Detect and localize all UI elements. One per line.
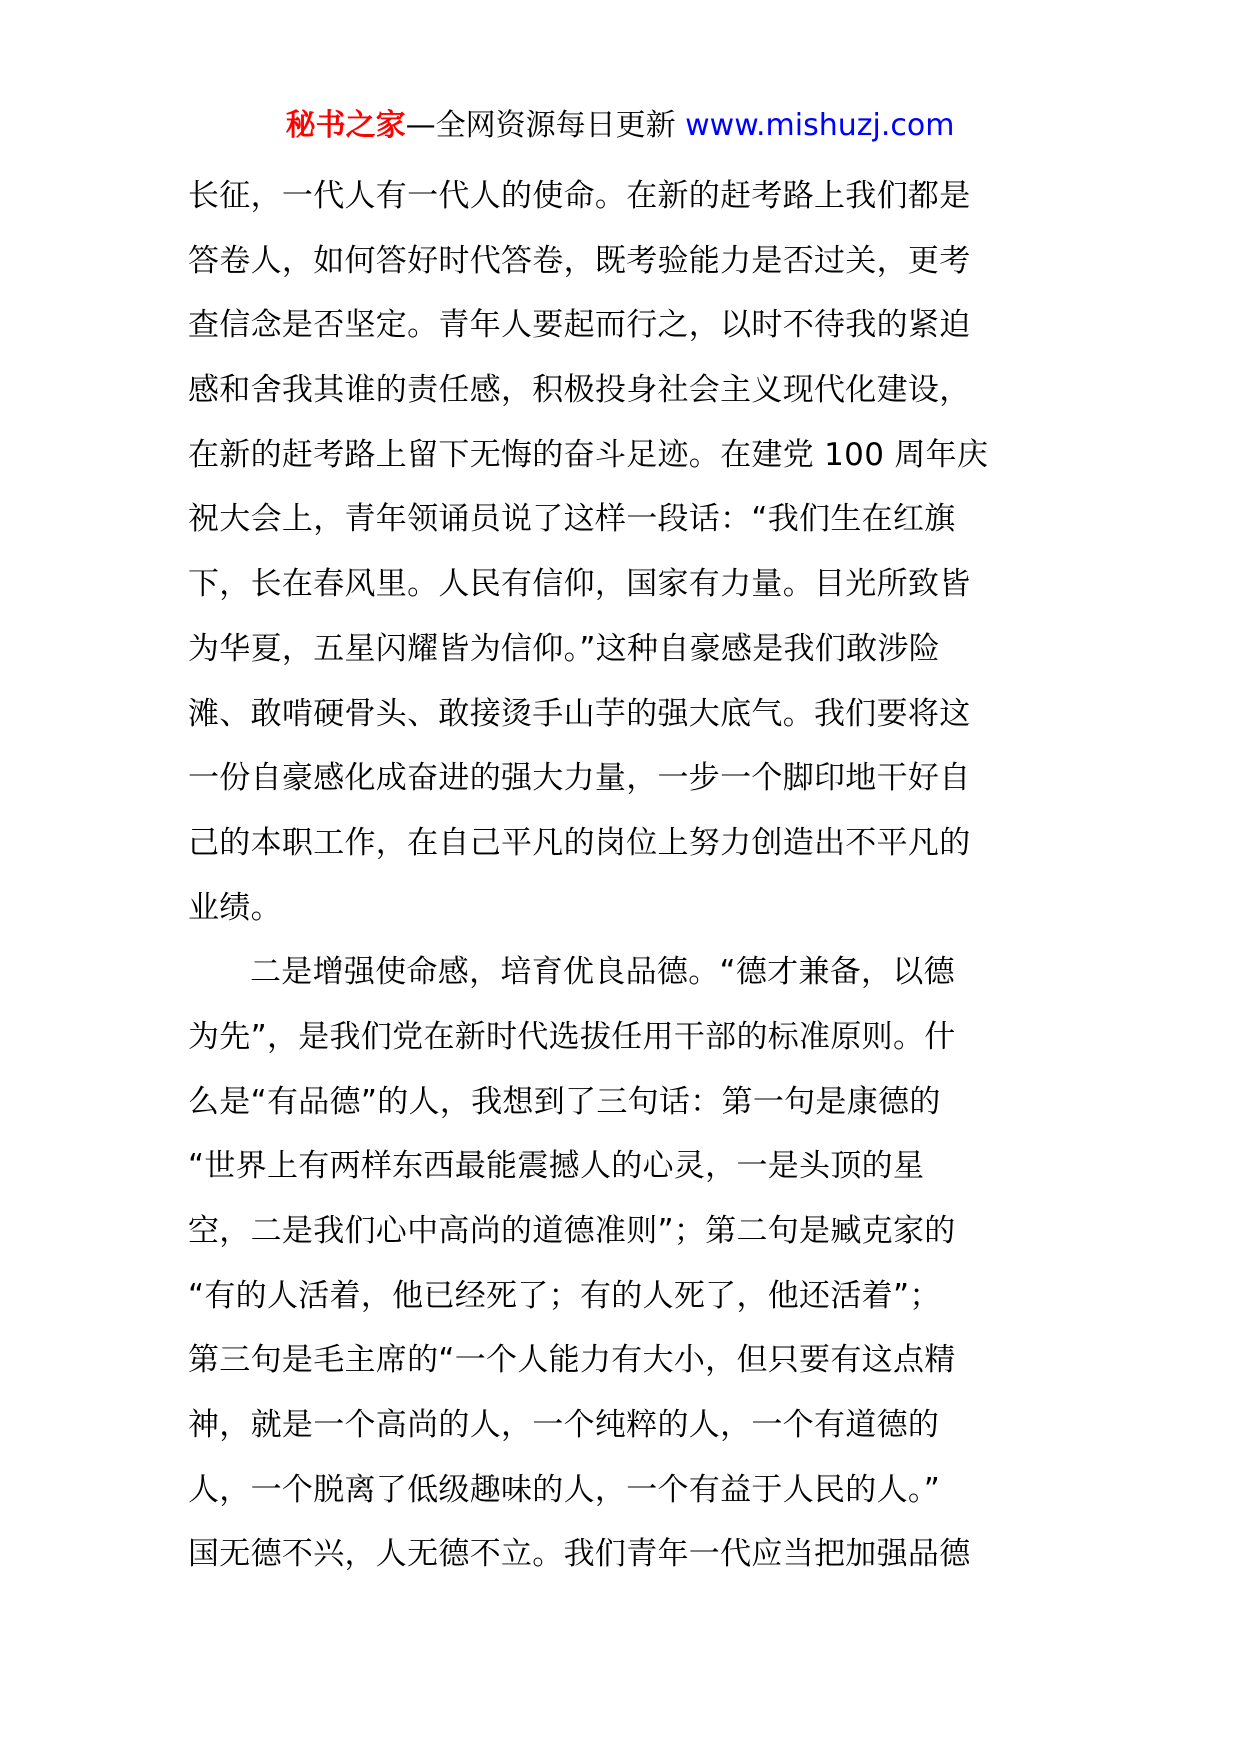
text-line: 感和舍我其谁的责任感，积极投身社会主义现代化建设， (188, 372, 971, 409)
text-line: 祝大会上，青年领诵员说了这样一段话：“我们生在红旗 (188, 501, 956, 538)
site-url-link[interactable]: www.mishuzj.com (685, 108, 955, 143)
brand-name: 秘书之家 (285, 108, 406, 143)
text-line: 滩、敢啃硬骨头、敢接烫手山芋的强大底气。我们要将这 (188, 695, 971, 732)
text-line: 己的本职工作，在自己平凡的岗位上努力创造出不平凡的 (188, 824, 971, 861)
page-header (0, 98, 1240, 154)
text-line: 长征，一代人有一代人的使命。在新的赶考路上我们都是 (188, 178, 971, 214)
text-line: 为先”，是我们党在新时代选拔任用干部的标准原则。什 (188, 1018, 956, 1055)
text-line: 在新的赶考路上留下无悔的奋斗足迹。在建党 100 周年庆 (188, 436, 989, 473)
text-line: “世界上有两样东西最能震撼人的心灵，一是头顶的星 (188, 1148, 925, 1185)
text-line: 答卷人，如何答好时代答卷，既考验能力是否过关，更考 (188, 242, 971, 279)
text-line: “有的人活着，他已经死了；有的人死了，他还活着”； (188, 1277, 941, 1314)
text-line: 人，一个脱离了低级趣味的人，一个有益于人民的人。” (188, 1471, 941, 1508)
text-line: 神，就是一个高尚的人，一个纯粹的人，一个有道德的 (188, 1407, 940, 1444)
body-text (188, 164, 1058, 1587)
text-line: 下，长在春风里。人民有信仰，国家有力量。目光所致皆 (188, 566, 971, 603)
text-line: 么是“有品德”的人，我想到了三句话：第一句是康德的 (188, 1083, 941, 1120)
text-line: 为华夏，五星闪耀皆为信仰。”这种自豪感是我们敢涉险 (188, 630, 941, 667)
text-line: 业绩。 (188, 889, 282, 926)
text-line: 查信念是否坚定。青年人要起而行之，以时不待我的紧迫 (188, 307, 971, 344)
text-line: 国无德不兴，人无德不立。我们青年一代应当把加强品德 (188, 1536, 971, 1573)
paragraph-first-line: 二是增强使命感，培育优良品德。“德才兼备，以德 (250, 954, 955, 991)
text-line: 第三句是毛主席的“一个人能力有大小，但只要有这点精 (188, 1342, 956, 1379)
text-line: 一份自豪感化成奋进的强大力量，一步一个脚印地干好自 (188, 760, 971, 797)
text-line: 空，二是我们心中高尚的道德准则”；第二句是臧克家的 (188, 1213, 956, 1249)
header-slogan: —全网资源每日更新 (405, 108, 676, 143)
